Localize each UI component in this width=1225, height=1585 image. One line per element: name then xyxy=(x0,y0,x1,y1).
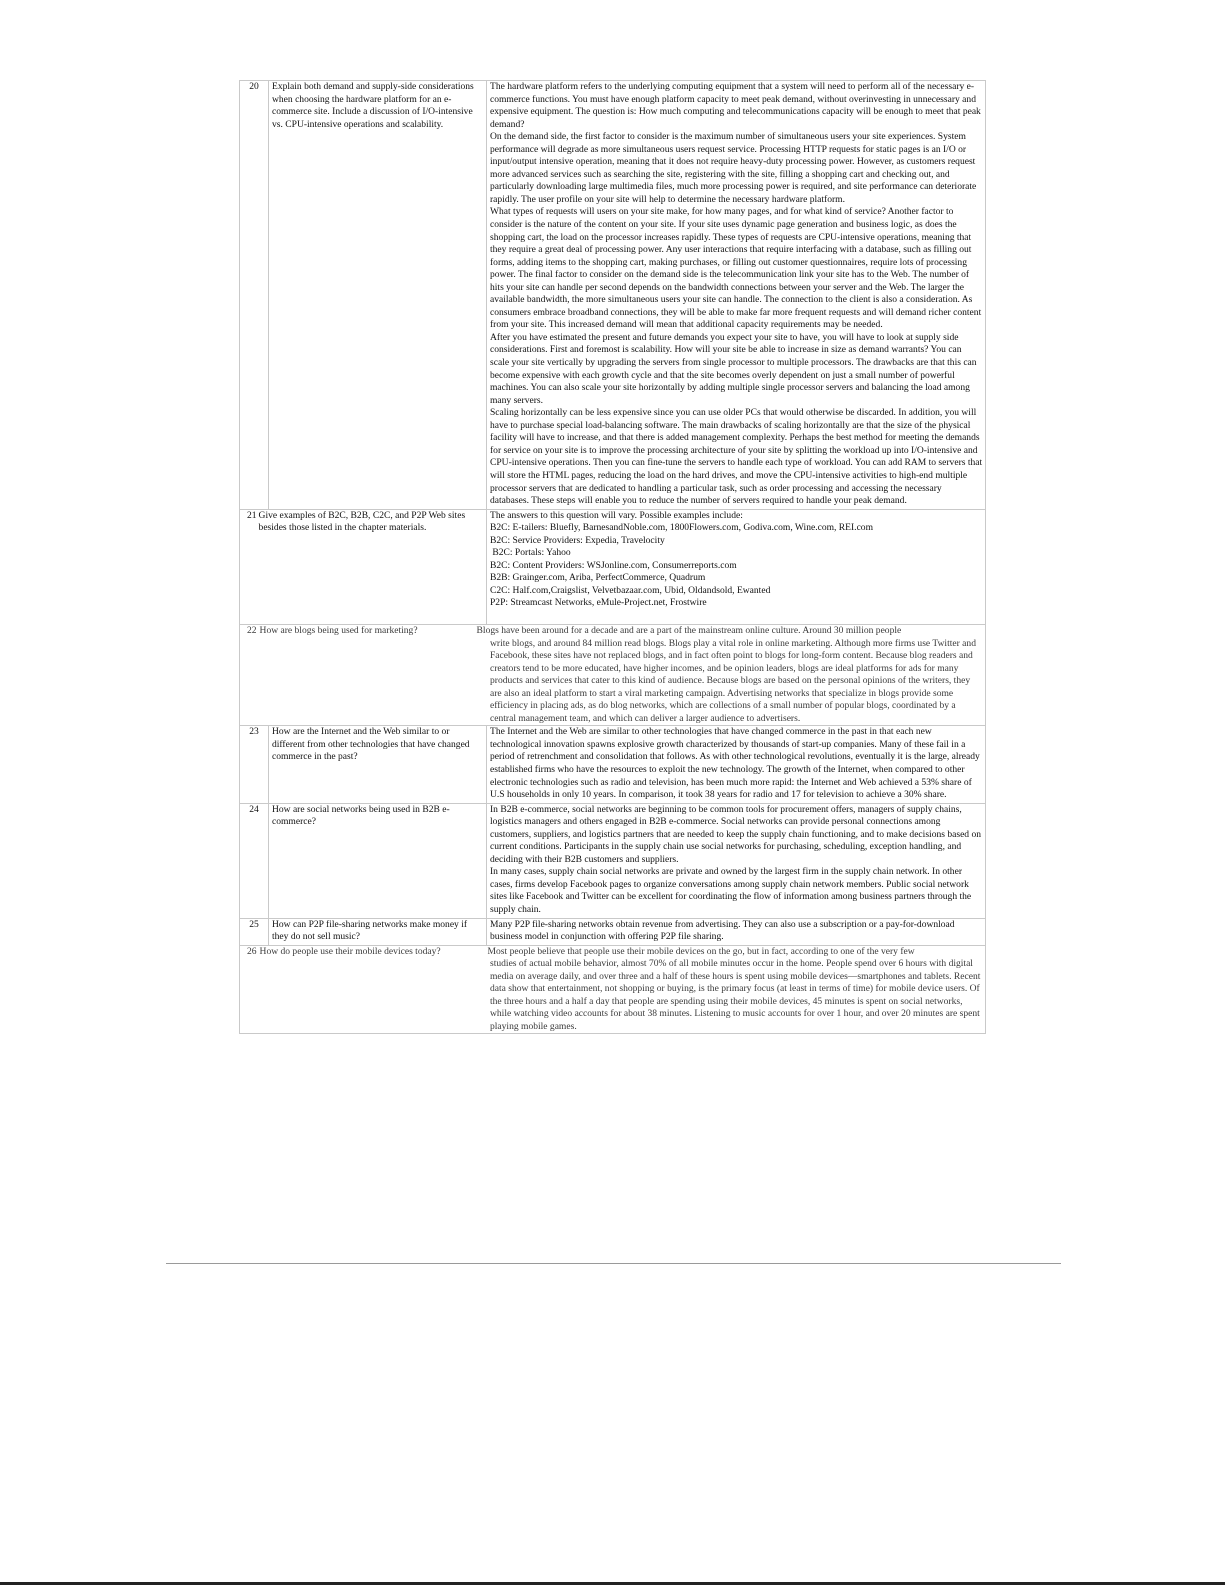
answer-paragraph: write blogs, and around 84 million read blogs. Blogs play a vital role in online marketing. Although more firms use Twitter and Facebook, these sites have not replaced blogs, and in fact often point to blogs for long-form content. Because blog readers and creators tend to be more educated, have higher incomes, and be opinion leaders, blogs are ideal platforms for ads for many products and services that cater to this kind of audience. Because blogs are based on the personal opinions of the writers, they are also an ideal platform to start a viral marketing campaign. Advertising networks that specialize in blogs provide some efficiency in placing ads, as do blog networks, which are collections of a small number of popular blogs, coordinated by a central management team, and which can deliver a larger audience to advertisers. xyxy=(490,637,976,724)
answer-cell xyxy=(487,509,986,624)
table-row xyxy=(240,803,986,918)
answer-paragraph: Many P2P file-sharing networks obtain revenue from advertising. They can also use a subscription or a pay-for-download business model in conjunction with offering P2P file sharing. xyxy=(490,918,955,943)
answer-cell xyxy=(487,803,986,918)
table-row xyxy=(240,918,986,945)
question-number: 22 xyxy=(247,624,257,636)
question-text: How are the Internet and the Web similar to or different from other technologies that have changed commerce in the past? xyxy=(269,726,487,803)
answer-lead-line: Blogs have been around for a decade and are a part of the mainstream online culture. Around 30 million people xyxy=(476,624,902,636)
answer-paragraph: The Internet and the Web are similar to other technologies that have changed commerce in the past in that each new technological innovation spawns explosive growth characterized by thousands of start-up companies. Many of these fail in a period of retrenchment and consolidation that follows. As with other technological revolutions, eventually it is the large, already established firms who have the resources to exploit the new technology. The growth of the Internet, when compared to other electronic technologies such as radio and television, has been much more rapid: the Internet and Web achieved a 53% share of U.S households in only 10 years. In comparison, it took 38 years for radio and 17 for television to achieve a 30% share. xyxy=(490,726,980,801)
answer-paragraph: The hardware platform refers to the underlying computing equipment that a system will need to perform all of the necessary e-commerce functions. You must have enough platform capacity to meet peak demand, without overinvesting in unnecessary and expensive equipment. The question is: How much computing and telecommunications capacity will be enough to meet that peak demand? xyxy=(490,81,981,130)
answer-paragraph: On the demand side, the first factor to consider is the maximum number of simultaneous users your site experiences. System performance will degrade as more simultaneous users request service. Processing HTTP requests for static pages is an I/O or input/output intensive operation, meaning that it does not require heavy-duty processing power. However, as customers request more advanced services such as searching the site, registering with the site, filling a shopping cart and checking out, and particularly downloading large multimedia files, much more processing power is required, and site performance can deteriorate rapidly. The user profile on your site will help to determine the necessary hardware platform. xyxy=(490,131,977,205)
answer-line: P2P: Streamcast Networks, eMule-Project.net, Frostwire xyxy=(490,597,707,609)
answer-line: B2B: Grainger.com, Ariba, PerfectCommerce, Quadrum xyxy=(490,572,706,584)
merged-row-cell xyxy=(240,624,986,725)
answer-line: B2C: Service Providers: Expedia, Travelocity xyxy=(490,534,665,546)
merged-row-cell xyxy=(240,945,986,1034)
answer-line: B2C: Content Providers: WSJonline.com, Consumerreports.com xyxy=(490,559,737,571)
qa-table xyxy=(239,80,986,1034)
answer-paragraph: studies of actual mobile behavior, almost 70% of all mobile minutes occur in the home. People spend over 6 hours with digital media on average daily, and over three and a half of these hours is spent using mobile devices—smartphones and tablets. Recent data show that entertainment, not shopping or buying, is the primary focus (at least in terms of time) for mobile device users. Of the three hours and a half a day that people are spending using their mobile devices, 45 minutes is spent on social networks, while watching video accounts for about 38 minutes. Listening to music accounts for over 1 hour, and over 20 minutes are spent playing mobile games. xyxy=(490,958,981,1032)
question-cell-merged xyxy=(240,509,487,624)
question-text: Give examples of B2C, B2B, C2C, and P2P Web sites besides those listed in the chapter materials. xyxy=(258,509,466,534)
answer-line: B2C: Portals: Yahoo xyxy=(490,547,571,559)
table-row xyxy=(240,509,986,624)
question-text: How can P2P file-sharing networks make money if they do not sell music? xyxy=(269,918,487,945)
question-number: 23 xyxy=(240,726,269,803)
answer-paragraph: Scaling horizontally can be less expensive since you can use older PCs that would otherwise be discarded. In addition, you will have to purchase special load-balancing software. The main drawbacks of scaling horizontally are that the size of the physical facility will have to increase, and that there is added management complexity. Perhaps the best method for meeting the demands for service on your site is to improve the processing architecture of your site by splitting the workload up into I/O-intensive and CPU-intensive operations. Then you can fine-tune the servers to handle each type of workload. You can add RAM to servers that will store the HTML pages, reducing the load on the hard drives, and move the CPU-intensive activities to high-end multiple processor servers that are dedicated to handling a particular task, such as order processing and accessing the necessary databases. These steps will enable you to reduce the number of servers required to handle your peak demand. xyxy=(490,407,983,507)
answer-paragraph: In many cases, supply chain social networks are private and owned by the largest firm in the supply chain network. In other cases, firms develop Facebook pages to organize conversations among supply chain network members. Public social network sites like Facebook and Twitter can be excellent for coordinating the flow of information among business partners through the supply chain. xyxy=(490,866,972,915)
question-number: 25 xyxy=(240,918,269,945)
answer-line: B2C: E-tailers: Bluefly, BarnesandNoble.com, 1800Flowers.com, Godiva.com, Wine.com, REI.com xyxy=(490,522,874,534)
answer-lead-line: Most people believe that people use their mobile devices on the go, but in fact, according to one of the very few xyxy=(487,945,915,957)
question-number: 26 xyxy=(247,945,257,957)
answer-cell xyxy=(487,918,986,945)
question-text: How do people use their mobile devices today? xyxy=(259,945,441,957)
table-row xyxy=(240,81,986,510)
table-row xyxy=(240,945,986,1034)
qa-document-page xyxy=(239,80,985,1034)
question-text: Explain both demand and supply-side considerations when choosing the hardware platform for an e-commerce site. Include a discussion of I/O-intensive vs. CPU-intensive operations and scalability. xyxy=(269,81,487,510)
answer-paragraph: What types of requests will users on your site make, for how many pages, and for what kind of service? Another factor to consider is the nature of the content on your site. If your site uses dynamic page generation and business logic, as does the shopping cart, the load on the processor increases rapidly. These types of requests are CPU-intensive operations, meaning that they require a great deal of processing power. Any user interactions that require interfacing with a database, such as filling out forms, adding items to the shopping cart, making purchases, or filling out customer questionnaires, require lots of processing power. The final factor to consider on the demand side is the telecommunication link your site has to the Web. The number of hits your site can handle per second depends on the bandwidth connections between your server and the Web. The larger the available bandwidth, the more simultaneous users your site can handle. The connection to the client is also a consideration. As consumers embrace broadband connections, they will be able to make far more frequent requests and will demand richer content from your site. This increased demand will mean that additional capacity requirements may be needed. xyxy=(490,206,982,331)
question-text: How are blogs being used for marketing? xyxy=(259,624,418,636)
answer-paragraph: In B2B e-commerce, social networks are beginning to be common tools for procurement offers, managers of supply chains, logistics managers and others engaged in B2B e-commerce. Social networks can provide personal connections among customers, suppliers, and logistics partners that are needed to keep the supply chain functioning, and to make decisions based on current conditions. Participants in the supply chain use social networks for purchasing, scheduling, exception handling, and deciding with their B2B customers and suppliers. xyxy=(490,803,982,865)
question-number: 21 xyxy=(247,509,257,521)
answer-cell xyxy=(487,726,986,803)
answer-line: The answers to this question will vary. Possible examples include: xyxy=(490,509,743,521)
page-divider xyxy=(166,1263,1061,1264)
answer-paragraph: After you have estimated the present and future demands you expect your site to have, you will have to look at supply side considerations. First and foremost is scalability. How will your site be able to increase in size as demand warrants? You can scale your site vertically by upgrading the servers from single processor to multiple processors. The drawbacks are that this can become expensive with each growth cycle and that the site becomes overly dependent on just a small number of powerful machines. You can also scale your site horizontally by adding multiple single processor servers and balancing the load among many servers. xyxy=(490,331,977,406)
answer-cell xyxy=(487,81,986,510)
table-row xyxy=(240,726,986,803)
table-row xyxy=(240,624,986,725)
question-number: 20 xyxy=(240,81,269,510)
answer-line: C2C: Half.com,Craigslist, Velvetbazaar.com, Ubid, Oldandsold, Ewanted xyxy=(490,584,771,596)
question-number: 24 xyxy=(240,803,269,918)
question-text: How are social networks being used in B2B e-commerce? xyxy=(269,803,487,918)
